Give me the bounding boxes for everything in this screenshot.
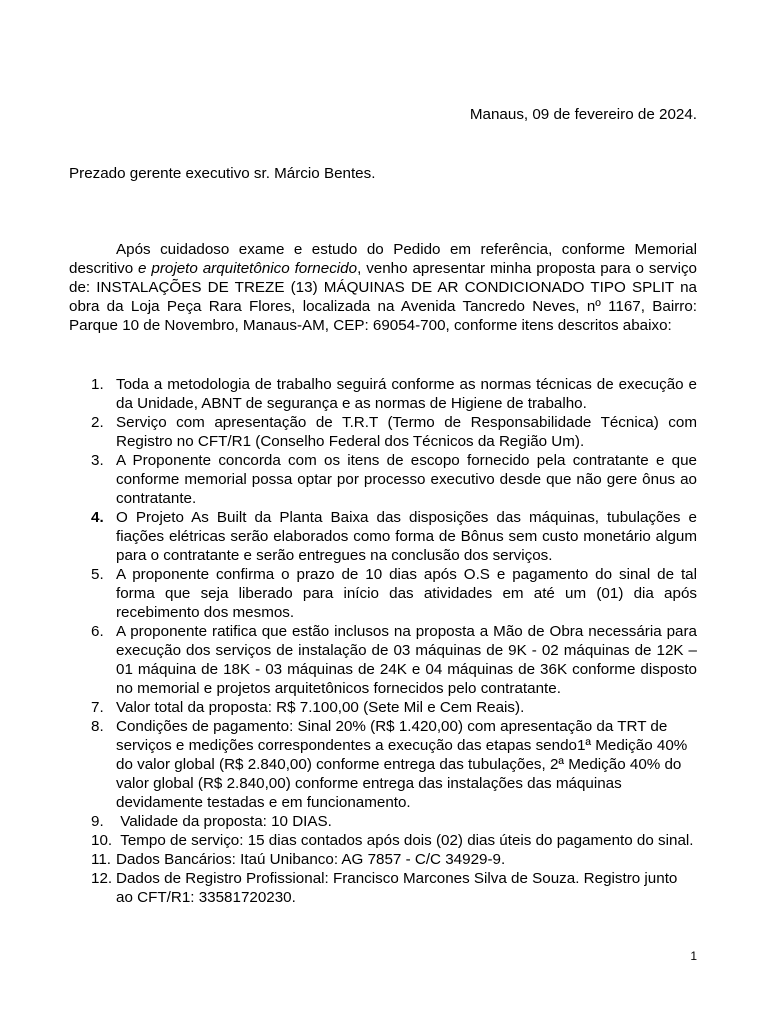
- item-number: 11.: [91, 851, 111, 868]
- item-number: 1.: [91, 376, 104, 393]
- item-number: 8.: [91, 718, 104, 735]
- item-text: Tempo de serviço: 15 dias contados após dois (02) dias úteis do pagamento do sinal.: [116, 832, 694, 849]
- list-item-7: [69, 698, 697, 717]
- page-number: 1: [690, 949, 697, 963]
- list-item-5: [69, 565, 697, 622]
- item-number: 3.: [91, 452, 104, 469]
- item-text: Valor total da proposta: R$ 7.100,00 (Sete Mil e Cem Reais).: [116, 699, 525, 716]
- list-item-6: [69, 622, 697, 698]
- item-text: Toda a metodologia de trabalho seguirá conforme as normas técnicas de execução e da Unidade, ABNT de segurança e as normas de Higiene de trabalho.: [116, 376, 697, 412]
- item-number: 9.: [91, 813, 104, 830]
- intro-text-end: , venho apresentar minha proposta para o serviço de: INSTALAÇÕES DE TREZE (13) MÁQUINAS DE AR CONDICIONADO TIPO SPLIT na obra da Loja Peça Rara Flores, localizada na Avenida Tancredo Neves, nº 1167, Bairro: Parque 10 de Novembro, Manaus-AM, CEP: 69054-700, conforme itens descritos abaixo:: [69, 260, 697, 334]
- greeting: Prezado gerente executivo sr. Márcio Bentes.: [69, 165, 376, 182]
- list-item-11: [69, 850, 697, 869]
- proposal-items-list: [69, 375, 697, 907]
- item-number: 5.: [91, 566, 104, 583]
- item-text: Validade da proposta: 10 DIAS.: [116, 813, 332, 830]
- list-item-3: [69, 451, 697, 508]
- item-text: Dados de Registro Profissional: Francisco Marcones Silva de Souza. Registro junto ao CFT/R1: 33581720230.: [116, 870, 678, 906]
- item-number: 4.: [91, 509, 104, 526]
- list-item-1: [69, 375, 697, 413]
- item-text: Serviço com apresentação de T.R.T (Termo de Responsabilidade Técnica) com Registro no CFT/R1 (Conselho Federal dos Técnicos da Região Um).: [116, 414, 697, 450]
- date-line: Manaus, 09 de fevereiro de 2024.: [469, 106, 697, 123]
- item-text: Dados Bancários: Itaú Unibanco: AG 7857 - C/C 34929-9.: [116, 851, 506, 868]
- item-text: A proponente confirma o prazo de 10 dias após O.S e pagamento do sinal de tal forma que seja liberado para início das atividades em até um (01) dia após recebimento dos mesmos.: [116, 566, 697, 621]
- intro-text-italic: e projeto arquitetônico fornecido: [138, 260, 358, 277]
- item-text: A Proponente concorda com os itens de escopo fornecido pela contratante e que conforme memorial possa optar por processo executivo desde que não gere ônus ao contratante.: [116, 452, 697, 507]
- list-item-12: [69, 869, 697, 907]
- intro-paragraph: [69, 240, 697, 335]
- item-text: O Projeto As Built da Planta Baixa das disposições das máquinas, tubulações e fiações elétricas serão elaborados como forma de Bônus sem custo monetário algum para o contratante e serão entregues na conclusão dos serviços.: [116, 509, 697, 564]
- item-text: Condições de pagamento: Sinal 20% (R$ 1.420,00) com apresentação da TRT de serviços e medições correspondentes a execução das etapas sendo1ª Medição 40% do valor global (R$ 2.840,00) conforme entrega das tubulações, 2ª Medição 40% do valor global (R$ 2.840,00) conforme entrega das instalações das máquinas devidamente testadas e em funcionamento.: [116, 718, 688, 811]
- list-item-2: [69, 413, 697, 451]
- item-number: 2.: [91, 414, 104, 431]
- list-item-8: [69, 717, 697, 812]
- list-item-9: [69, 812, 697, 831]
- intro-text-start: Após cuidadoso exame e estudo do Pedido em referência, conforme Memorial descritivo: [69, 241, 697, 277]
- list-item-10: [69, 831, 697, 850]
- item-text: A proponente ratifica que estão inclusos na proposta a Mão de Obra necessária para execução dos serviços de instalação de 03 máquinas de 9K - 02 máquinas de 12K – 01 máquina de 18K - 03 máquinas de 24K e 04 máquinas de 36K conforme disposto no memorial e projetos arquitetônicos fornecidos pelo contratante.: [116, 623, 697, 697]
- list-item-4: [69, 508, 697, 565]
- item-number: 6.: [91, 623, 104, 640]
- item-number: 10.: [91, 832, 113, 849]
- item-number: 7.: [91, 699, 104, 716]
- item-number: 12.: [91, 870, 113, 887]
